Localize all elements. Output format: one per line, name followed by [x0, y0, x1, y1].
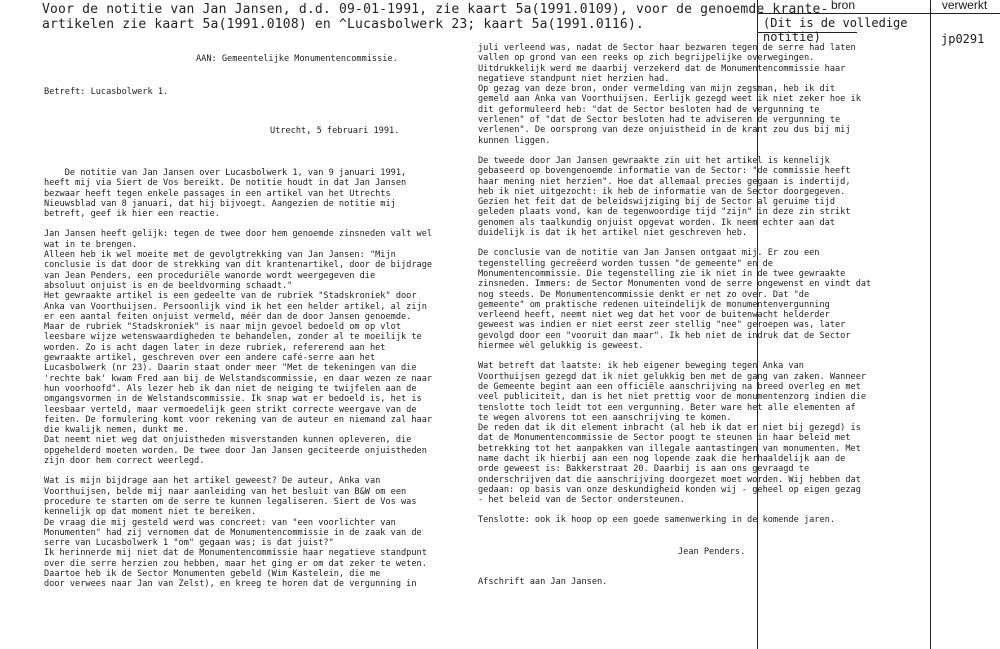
letter-line: Tenslotte: ook ik hoop op een goede samenwerking in de komende jaren.	[478, 515, 835, 526]
paragraph-gap	[478, 505, 888, 515]
archive-note-line-2: notitie)	[763, 30, 821, 44]
letter-paragraph	[44, 168, 454, 219]
letter-line: 'rechte bak' kwam Fred aan bij de Welstandscommissie, en daar wezen ze naar	[44, 373, 433, 384]
letter-line: serre van Lucasbolwerk 1 "om" gegaan was; is dat juist?"	[44, 538, 334, 549]
archive-note-line-1: (Dit is de volledige	[763, 16, 908, 30]
letter-line: verlenen" of "dat de Sector besloten had te adviseren de vergunning te	[478, 115, 841, 126]
letter-line: geweest was indien er niet eerst zeer stellig "nee" geroepen was, later	[478, 320, 846, 331]
letter-line: te wegen alvorens tot een aanschrijving te komen.	[478, 412, 732, 423]
letter-paragraph	[478, 156, 888, 238]
letter-line: name dacht ik hierbij aan een nog lopende zaak die herhaaldelijk aan de	[478, 453, 846, 464]
letter-line: opgehelderd moeten worden. De twee door Jan Jansen geciteerde onjuistheden	[44, 445, 427, 456]
letter-line: tenslotte toch leidt tot een vergunning. Beter ware het alle elementen af	[478, 402, 856, 413]
paragraph-gap	[478, 146, 888, 156]
letter-line: verleend heeft, neemt niet weg dat het voor de buitenwacht helderder	[478, 310, 830, 321]
paragraph-gap	[478, 238, 888, 248]
letter-line: Monumenten" had zij vernomen dat de Monumentencommissie in de zaak van de	[44, 527, 422, 538]
letter-line: haar mening niet herzien". Hoe dat allemaal precies gegaan is indertijd,	[478, 176, 851, 187]
archive-note-underline	[757, 32, 857, 33]
letter-line: duidelijk is dat ik het artikel niet geschreven heb.	[478, 228, 748, 239]
letter-paragraph	[44, 229, 454, 466]
letter-line: genomen als taalkundig onjuist opgevat worden. Ik neem echter aan dat	[478, 217, 835, 228]
letter-line: De reden dat ik dit element inbracht (al heb ik dat er niet bij gezegd) is	[478, 423, 861, 434]
letter-line: orde geweest is: Bakkerstraat 20. Daarbij is aan ons gevraagd te	[478, 464, 810, 475]
letter-line: De vraag die mij gesteld werd was concreet: van "een voorlichter van	[44, 517, 396, 528]
header-note-line-1: Voor de notitie van Jan Jansen, d.d. 09-01-1991, zie kaart 5a(1991.0109), voor de genoemde krante-	[42, 2, 829, 17]
letter-line: heeft mij via Siert de Vos bereikt. De notitie houdt in dat Jan Jansen	[44, 178, 407, 189]
letter-line: bezwaar heeft tegen enkele passages in een artikel van het Utrechts	[44, 188, 391, 199]
letter-line: worden. Zo is acht dagen later in deze rubriek, refererend aan het	[44, 342, 386, 353]
letter-line: vallen op grond van een reeks op zich begrijpelijke overwegingen.	[478, 53, 815, 64]
letter-line: De conclusie van de notitie van Jan Jansen ontgaat mij. Er zou een	[478, 248, 820, 259]
paragraph-gap	[44, 219, 454, 229]
letter-paragraph	[478, 43, 888, 146]
letter-line: Anka van Voorthuijsen. Persoonlijk vind ik het een helder artikel, al zijn	[44, 301, 427, 312]
letter-line: Op gezag van deze bron, onder vermelding van mijn zegsman, heb ik dit	[478, 84, 835, 95]
letter-line: - het beleid van de Sector ondersteunen.	[478, 495, 685, 506]
letter-paragraph	[478, 361, 888, 505]
letter-line: Jan Jansen heeft gelijk: tegen de twee door hem genoemde zinsneden valt wel	[44, 229, 433, 240]
letter-line: door verwees naar Jan van Zelst), en kreeg te horen dat de vergunning in	[44, 579, 417, 590]
letter-line: zijn door hem correct weerlegd.	[44, 456, 205, 467]
letter-signature: Jean Penders.	[678, 547, 746, 557]
letter-line: Ik herinnerde mij niet dat de Monumentencommissie haar negatieve standpunt	[44, 548, 427, 559]
letter-line: kunnen liggen.	[478, 135, 551, 146]
letter-line: hun voorhoofd". Als lezer heb ik dan niet de neiging te twijfelen aan de	[44, 383, 417, 394]
letter-line: verlenen". De oorsprong van deze onjuistheid in de krant zou dus bij mij	[478, 125, 851, 136]
letter-line: gedaan: op basis van onze deskundigheid konden wij - geheel op eigen gezag	[478, 484, 861, 495]
header-note	[42, 2, 829, 32]
letter-line: de Gemeente begint aan een officiële aanschrijving na breed overleg en met	[478, 381, 861, 392]
letter-line: wat in te brengen.	[44, 239, 138, 250]
letter-line: hiermee wèl gelukkig is geweest.	[478, 341, 644, 352]
letter-line: dat de Monumentencommissie de Sector poogt te steunen in haar beleid met	[478, 433, 851, 444]
letter-paragraph	[478, 515, 888, 525]
letter-line: van Jean Penders, een proceduriële wanorde wordt weergegeven die	[44, 270, 376, 281]
letter-line: Dat neemt niet weg dat onjuistheden misverstanden kunnen opleveren, die	[44, 435, 412, 446]
letter-line: leesbaar verteld, maar vermoedelijk geen strikt correcte weergave van de	[44, 404, 417, 415]
letter-line: De notitie van Jan Jansen over Lucasbolwerk 1, van 9 januari 1991,	[44, 168, 407, 178]
letter-line: Voorthuijsen, belde mij naar aanleiding van het besluit van B&W om een	[44, 486, 407, 497]
archive-code: jp0291	[941, 32, 985, 46]
letter-cc: Afschrift aan Jan Jansen.	[478, 577, 608, 587]
letter-body-left	[44, 168, 454, 590]
letter-line: De tweede door Jan Jansen gewraakte zin uit het artikel is kennelijk	[478, 155, 830, 166]
letter-line: tegenstelling gecreëerd worden tussen "de gemeente" en de	[478, 258, 773, 269]
letter-line: kennelijk op dat moment niet te bereiken.	[44, 507, 257, 518]
letter-line: Wat betreft dat laatste: ik heb eigener beweging tegen Anka van	[478, 361, 804, 372]
letter-line: veel publiciteit, dan is het niet prettig voor de monumentenzorg indien die	[478, 392, 867, 403]
letter-line: procedure te starten om de serre te kunnen legaliseren. Siert de Vos was	[44, 496, 417, 507]
letter-line: Gezien het feit dat de beleidswijziging bij de Sector al geruime tijd	[478, 197, 835, 208]
letter-line: Voorthuijsen gezegd dat ik niet gelukkig ben met de gang van zaken. Wanneer	[478, 371, 867, 382]
archive-note	[763, 16, 923, 44]
letter-line: nog steeds. De Monumentencommissie denkt er net zo over. Dat "de	[478, 289, 810, 300]
letter-subject: Betreft: Lucasbolwerk 1.	[44, 87, 169, 97]
letter-line: dit geformuleerd heb: "dat de Sector besloten had de vergunning te	[478, 104, 820, 115]
letter-line: gewraakte artikel, geschreven over een andere café-serre aan het	[44, 353, 376, 364]
letter-line: Nieuwsblad van 8 januari, dat hij bijvoegt. Aangezien de notitie mij	[44, 198, 396, 209]
letter-line: geleden plaats vond, kan de tegenwoordige tijd "zijn" in deze zin strikt	[478, 207, 851, 218]
letter-line: die kwalijk nemen, dunkt me.	[44, 425, 189, 436]
letter-addressee: AAN: Gemeentelijke Monumentencommissie.	[196, 54, 398, 64]
letter-line: gemeente" om praktische redenen uiteindelijk de monumentenvergunning	[478, 299, 830, 310]
letter-line: Het gewraakte artikel is een gedeelte van de rubriek "Stadskroniek" door	[44, 291, 417, 302]
letter-line: over die serre herzien zou hebben, maar het ging er om dat zeker te weten.	[44, 558, 427, 569]
letter-line: negatieve standpunt niet herzien had.	[478, 73, 670, 84]
letter-line: gevolgd door een "vooruit dan maar". Ik heb niet de indruk dat de Sector	[478, 330, 851, 341]
header-note-line-2: artikelen zie kaart 5a(1991.0108) en ^Lucasbolwerk 23; kaart 5a(1991.0116).	[42, 17, 644, 32]
letter-line: betrekking tot het aanpakken van illegale aantastingen van monumenten. Met	[478, 443, 861, 454]
letter-line: onderschrijven dat die aanschrijving doorgezet moet worden. Wij hebben dat	[478, 474, 861, 485]
letter-line: gemeld aan Anka van Voorthuijsen. Eerlijk gezegd weet ik niet zeker hoe ik	[478, 94, 861, 105]
letter-paragraph	[44, 476, 454, 589]
paragraph-gap	[478, 351, 888, 361]
letter-line: er een aantal feiten onjuist vermeld, méér dan de door Jansen genoemde.	[44, 311, 412, 322]
letter-paragraph	[478, 248, 888, 351]
letter-line: zinsneden. Immers: de Sector Monumenten vond de serre ongewenst en vindt dat	[478, 279, 872, 290]
paragraph-gap	[44, 466, 454, 476]
letter-line: Maar de rubriek "Stadskroniek" is naar mijn gevoel bedoeld om op vlot	[44, 322, 401, 333]
letter-line: Daartoe heb ik de Sector Monumenten gebeld (Wim Kastelein, die me	[44, 568, 381, 579]
letter-line: Alleen heb ik wel moeite met de gevolgtrekking van Jan Jansen: "Mijn	[44, 250, 396, 261]
letter-date: Utrecht, 5 februari 1991.	[270, 126, 400, 136]
letter-line: gebaseerd op bovengenoemde informatie van de Sector: "de commissie heeft	[478, 166, 851, 177]
letter-line: Monumentencommissie. Die tegenstelling zie ik niet in de twee gewraakte	[478, 268, 846, 279]
letter-line: betreft, geef ik hier een reactie.	[44, 209, 220, 220]
letter-line: absoluut onjuist is en de beeldvorming schaadt."	[44, 280, 293, 291]
letter-body-right	[478, 43, 888, 526]
letter-line: conclusie is dat door de strekking van dit krantenartikel, door de bijdrage	[44, 260, 433, 271]
letter-line: leesbare wijze wetenswaardigheden te behandelen, zonder al te moeilijk te	[44, 332, 422, 343]
letter-line: Wat is mijn bijdrage aan het artikel geweest? De auteur, Anka van	[44, 476, 381, 487]
letter-line: Lucasbolwerk (nr 23). Daarin staat onder meer "Met de tekeningen van die	[44, 363, 417, 374]
archive-header-bron: bron	[757, 0, 929, 14]
letter-line: Uitdrukkelijk werd me daarbij verzekerd dat de Monumentencommissie haar	[478, 63, 846, 74]
letter-line: omgangsvormen in de Welstandscommissie. Ik snap wat er bedoeld is, het is	[44, 394, 422, 405]
archive-header-verwerkt: verwerkt	[929, 0, 1000, 14]
letter-line: heb ik niet uitgezocht: ik heb de informatie van de Sector doorgegeven.	[478, 186, 846, 197]
letter-line: juli verleend was, nadat de Sector haar bezwaren tegen de serre had laten	[478, 43, 856, 53]
letter-line: feiten. De formulering komt voor rekening van de auteur en niemand zal haar	[44, 414, 433, 425]
